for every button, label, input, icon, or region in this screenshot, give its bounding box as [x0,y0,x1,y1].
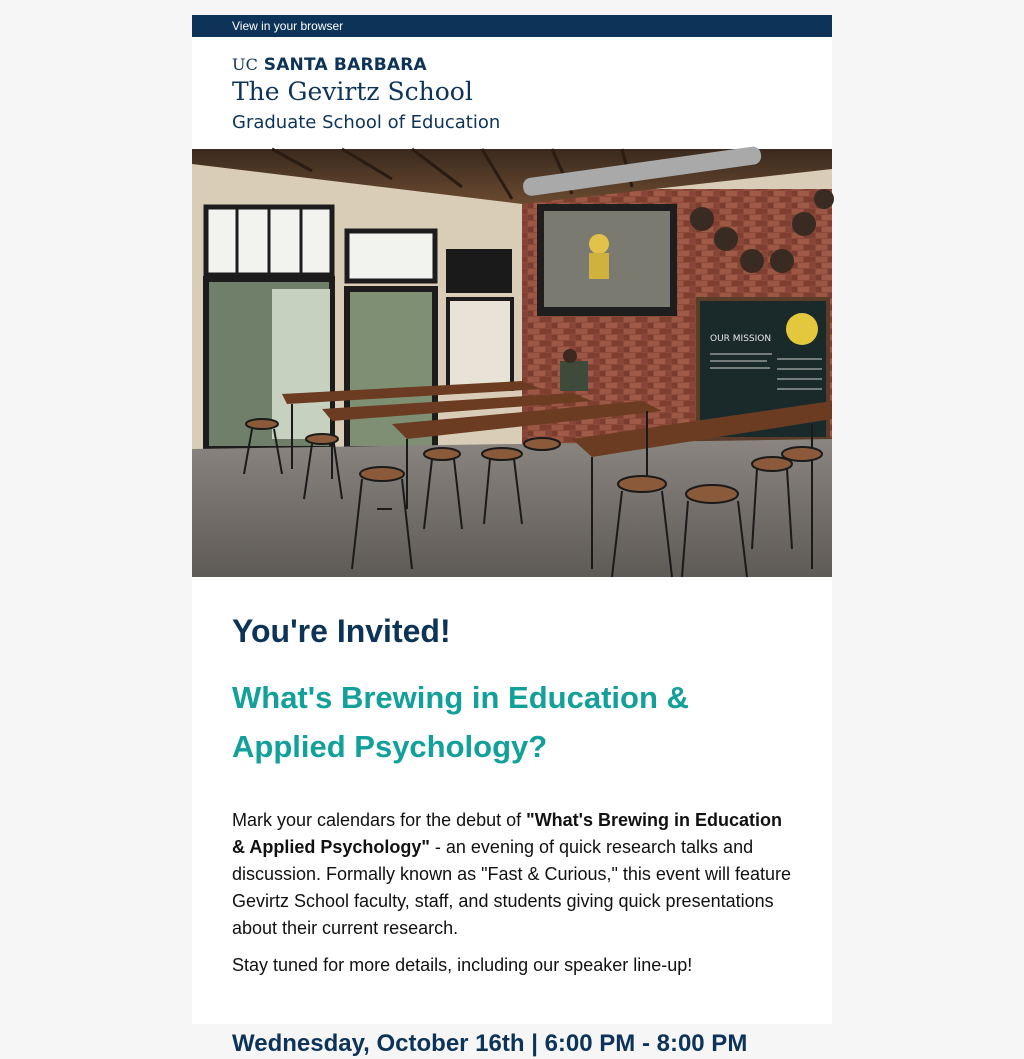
logo-uc-santa-barbara [232,55,427,75]
description-event-name: "What's Brewing in Education & Applied Psychology" [232,810,782,857]
invite-heading: You're Invited! [232,613,451,649]
logo-school-name: The Gevirtz School [232,77,473,106]
school-logo[interactable] [192,37,832,149]
svg-text:OUR MISSION: OUR MISSION [710,334,772,344]
email-container [192,15,832,1057]
logo-school-subtitle: Graduate School of Education [232,112,501,133]
view-in-browser-link[interactable]: View in your browser [232,19,344,33]
logo-santa-barbara-text: SANTA BARBARA [263,55,427,75]
venue-photo[interactable] [192,149,832,577]
logo-uc-text: UC [232,55,259,74]
event-description [232,807,792,942]
event-date-time: Wednesday, October 16th | 6:00 PM - 8:00 PM [232,1030,748,1057]
description-intro: Mark your calendars for the debut of [232,810,527,830]
description-details: - an evening of quick research talks and discussion. Formally known as "Fast & Curious," this event will feature Gevirtz School faculty, staff, and students giving quick presentations about their current research. [232,837,791,938]
top-bar [192,15,832,37]
email-content [192,577,832,1059]
speaker-note: Stay tuned for more details, including our speaker line-up! [232,955,693,975]
event-title: What's Brewing in Education & Applied Psychology? [232,680,689,764]
